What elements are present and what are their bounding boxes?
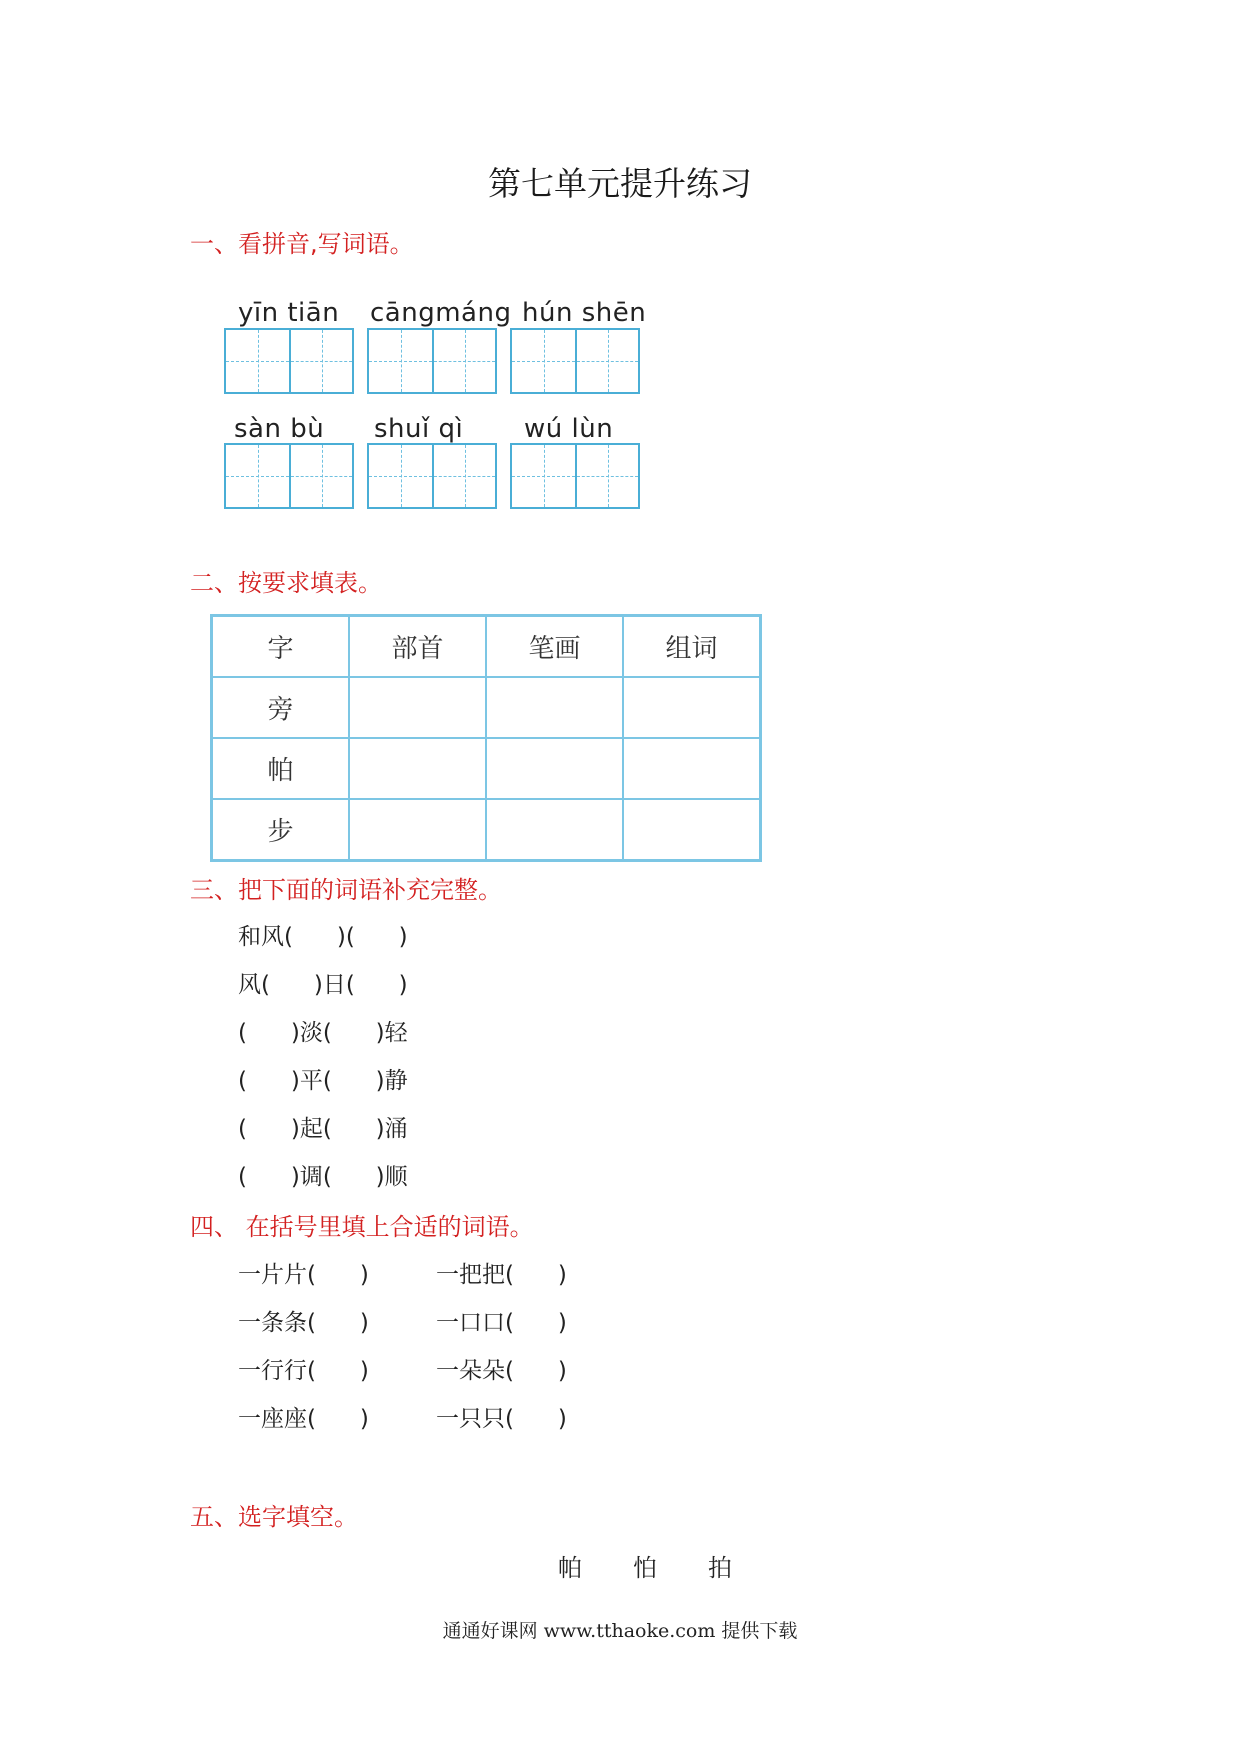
idiom-blank[interactable]: 和风( )( ) [238,924,408,950]
section-4-heading: 四、 在括号里填上合适的词语。 [190,1213,534,1241]
measure-blank[interactable]: 一座座( ) [238,1406,369,1432]
answer-cell[interactable] [486,799,623,861]
idiom-blank[interactable]: ( )调( )顺 [238,1164,408,1190]
grid-cell[interactable] [289,330,352,392]
pinyin-label: shuǐ qì [374,414,464,444]
measure-blank[interactable]: 一朵朵( ) [436,1358,567,1384]
choice-char: 怕 [633,1554,657,1582]
grid-cell[interactable] [226,445,289,507]
measure-blank[interactable]: 一条条( ) [238,1310,369,1336]
measure-blank[interactable]: 一行行( ) [238,1358,369,1384]
grid-cell[interactable] [512,445,575,507]
idiom-blank[interactable]: ( )平( )静 [238,1068,408,1094]
table-header: 部首 [349,616,486,678]
table-row [212,799,761,861]
section-5-heading: 五、选字填空。 [190,1503,358,1531]
writing-grid[interactable] [510,443,640,509]
pinyin-label: hún shēn [522,298,647,328]
answer-cell[interactable] [623,677,761,738]
table-char: 旁 [212,677,350,738]
idiom-blank[interactable]: ( )起( )涌 [238,1116,408,1142]
grid-cell[interactable] [289,445,352,507]
writing-grid[interactable] [224,328,354,394]
table-header: 笔画 [486,616,623,678]
answer-cell[interactable] [349,799,486,861]
grid-cell[interactable] [369,445,432,507]
writing-grid[interactable] [367,328,497,394]
measure-blank[interactable]: 一把把( ) [436,1262,567,1288]
answer-cell[interactable] [349,677,486,738]
answer-cell[interactable] [623,738,761,799]
section-3-heading: 三、把下面的词语补充完整。 [190,876,502,904]
grid-cell[interactable] [575,330,638,392]
answer-cell[interactable] [486,738,623,799]
measure-blank[interactable]: 一口口( ) [436,1310,567,1336]
table-header: 字 [212,616,350,678]
idiom-blank[interactable]: 风( )日( ) [238,972,408,998]
table-row [212,677,761,738]
radical-table [210,614,762,862]
grid-cell[interactable] [369,330,432,392]
footer-credit: 通通好课网 www.tthaoke.com 提供下载 [442,1620,798,1642]
grid-cell[interactable] [226,330,289,392]
pinyin-label: wú lùn [524,414,614,444]
section-1-heading: 一、看拼音,写词语。 [190,230,414,258]
table-header: 组词 [623,616,761,678]
measure-blank[interactable]: 一片片( ) [238,1262,369,1288]
table-header-row [212,616,761,678]
idiom-blank[interactable]: ( )淡( )轻 [238,1020,408,1046]
pinyin-label: yīn tiān [238,298,340,328]
answer-cell[interactable] [486,677,623,738]
page-title: 第七单元提升练习 [488,164,752,203]
writing-grid[interactable] [367,443,497,509]
grid-cell[interactable] [432,445,495,507]
grid-cell[interactable] [432,330,495,392]
answer-cell[interactable] [623,799,761,861]
grid-cell[interactable] [512,330,575,392]
table-char: 步 [212,799,350,861]
table-row [212,738,761,799]
table-char: 帕 [212,738,350,799]
choice-char: 拍 [708,1554,732,1582]
pinyin-label: sàn bù [234,414,325,444]
pinyin-label: cāngmáng [370,298,512,328]
choice-char: 帕 [558,1554,582,1582]
measure-blank[interactable]: 一只只( ) [436,1406,567,1432]
choice-characters [558,1548,783,1583]
writing-grid[interactable] [224,443,354,509]
writing-grid[interactable] [510,328,640,394]
answer-cell[interactable] [349,738,486,799]
section-2-heading: 二、按要求填表。 [190,569,382,597]
grid-cell[interactable] [575,445,638,507]
